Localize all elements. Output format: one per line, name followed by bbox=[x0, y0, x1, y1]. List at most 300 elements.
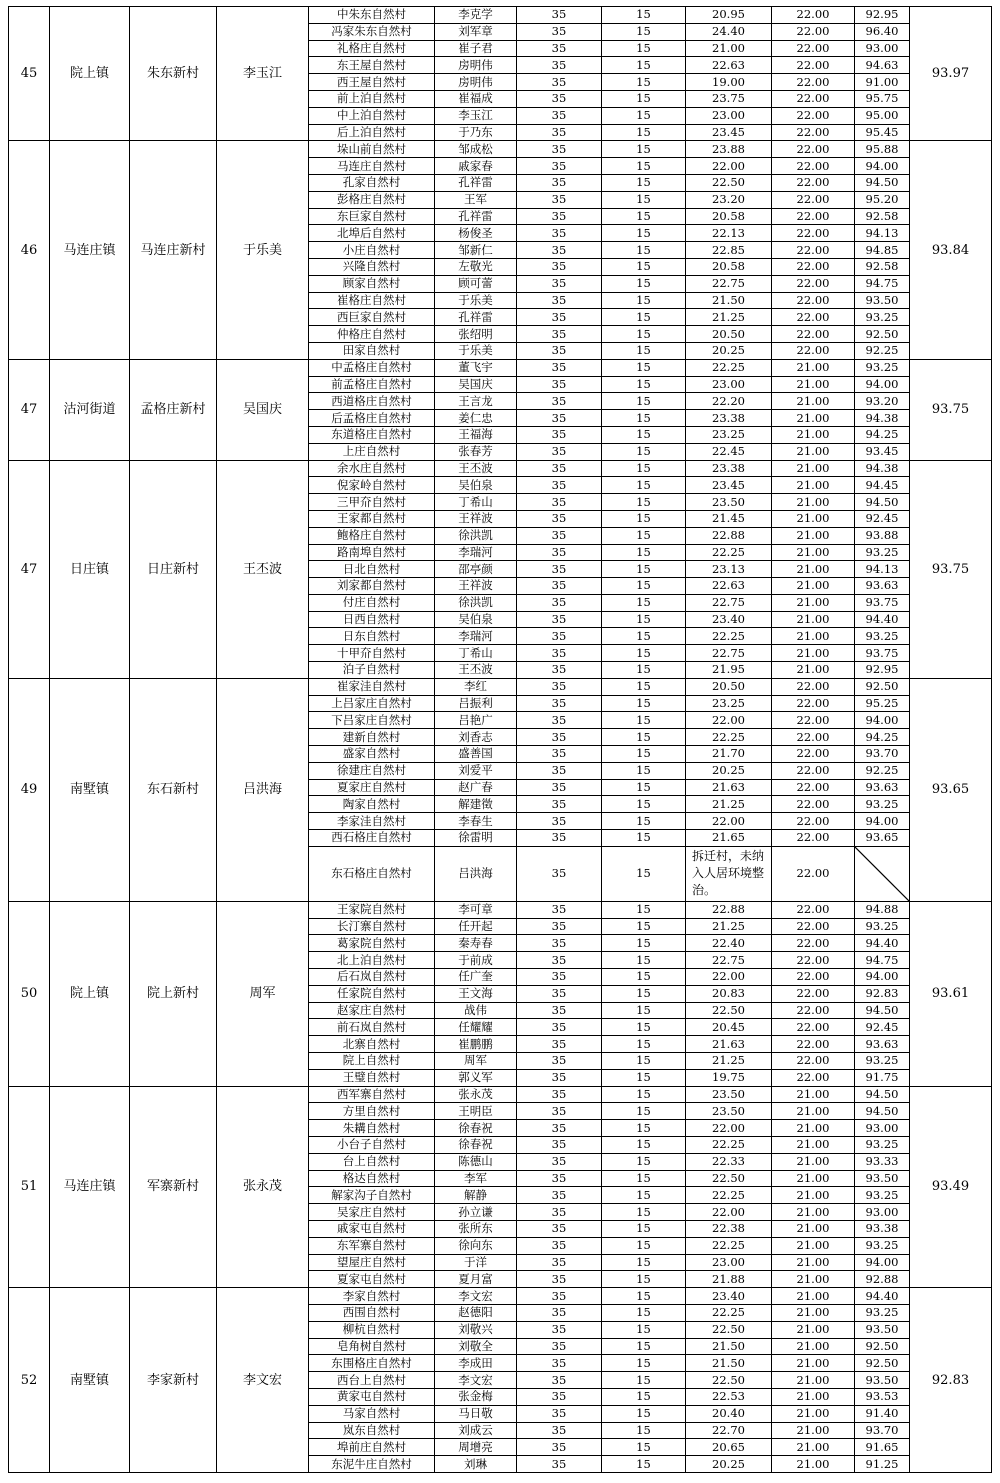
natural-village: 上庄自然村 bbox=[309, 443, 435, 460]
score-c: 22.75 bbox=[686, 594, 772, 611]
score-d: 21.00 bbox=[772, 376, 855, 393]
score-b: 15 bbox=[602, 1170, 686, 1187]
score-b: 15 bbox=[602, 1338, 686, 1355]
score-b: 15 bbox=[602, 494, 686, 511]
score-c: 23.00 bbox=[686, 1254, 772, 1271]
total-score: 93.25 bbox=[855, 1053, 910, 1070]
natural-village: 马家自然村 bbox=[309, 1405, 435, 1422]
natural-village: 埠前庄自然村 bbox=[309, 1439, 435, 1456]
natural-village: 王家都自然村 bbox=[309, 510, 435, 527]
total-score: 94.85 bbox=[855, 242, 910, 259]
natural-village: 兴隆自然村 bbox=[309, 258, 435, 275]
score-d: 22.00 bbox=[772, 1002, 855, 1019]
natural-village: 中上泊自然村 bbox=[309, 107, 435, 124]
total-score: 94.40 bbox=[855, 935, 910, 952]
score-a: 35 bbox=[517, 1456, 602, 1473]
average-score: 93.75 bbox=[910, 359, 992, 460]
score-a: 35 bbox=[517, 1439, 602, 1456]
total-score: 95.88 bbox=[855, 141, 910, 158]
total-score: 93.25 bbox=[855, 1137, 910, 1154]
contact-person: 刘敬全 bbox=[435, 1338, 517, 1355]
contact-person: 马日敬 bbox=[435, 1405, 517, 1422]
score-b: 15 bbox=[602, 1388, 686, 1405]
natural-village: 仲格庄自然村 bbox=[309, 326, 435, 343]
score-d: 22.00 bbox=[772, 1019, 855, 1036]
average-score: 93.75 bbox=[910, 460, 992, 678]
score-b: 15 bbox=[602, 208, 686, 225]
natural-village: 日东自然村 bbox=[309, 628, 435, 645]
score-b: 15 bbox=[602, 1069, 686, 1086]
score-c: 20.50 bbox=[686, 326, 772, 343]
group-number: 47 bbox=[9, 460, 50, 678]
score-b: 15 bbox=[602, 712, 686, 729]
score-a: 35 bbox=[517, 1002, 602, 1019]
score-d: 22.00 bbox=[772, 796, 855, 813]
score-d: 22.00 bbox=[772, 174, 855, 191]
contact-person: 丁希山 bbox=[435, 494, 517, 511]
score-a: 35 bbox=[517, 107, 602, 124]
contact-person: 徐向东 bbox=[435, 1237, 517, 1254]
score-d: 21.00 bbox=[772, 1237, 855, 1254]
score-b: 15 bbox=[602, 729, 686, 746]
contact-person: 李文宏 bbox=[435, 1288, 517, 1305]
score-d: 22.00 bbox=[772, 309, 855, 326]
score-c: 21.50 bbox=[686, 1338, 772, 1355]
score-a: 35 bbox=[517, 208, 602, 225]
score-c: 21.25 bbox=[686, 918, 772, 935]
score-a: 35 bbox=[517, 376, 602, 393]
contact-person: 陈德山 bbox=[435, 1153, 517, 1170]
town: 南墅镇 bbox=[50, 678, 130, 901]
contact-person: 孔祥雷 bbox=[435, 174, 517, 191]
score-c: 21.50 bbox=[686, 1355, 772, 1372]
natural-village: 朱耩自然村 bbox=[309, 1120, 435, 1137]
total-score: 93.33 bbox=[855, 1153, 910, 1170]
score-b: 15 bbox=[602, 830, 686, 847]
contact-person: 于洋 bbox=[435, 1254, 517, 1271]
score-d: 21.00 bbox=[772, 1422, 855, 1439]
score-d: 21.00 bbox=[772, 662, 855, 679]
score-d: 21.00 bbox=[772, 594, 855, 611]
score-c: 22.75 bbox=[686, 275, 772, 292]
natural-village: 长汀寨自然村 bbox=[309, 918, 435, 935]
score-a: 35 bbox=[517, 359, 602, 376]
score-a: 35 bbox=[517, 510, 602, 527]
new-village: 东石新村 bbox=[130, 678, 217, 901]
total-score: 93.70 bbox=[855, 746, 910, 763]
natural-village: 西道格庄自然村 bbox=[309, 393, 435, 410]
total-score: 93.63 bbox=[855, 578, 910, 595]
total-score: 92.95 bbox=[855, 7, 910, 24]
natural-village: 西石格庄自然村 bbox=[309, 830, 435, 847]
score-b: 15 bbox=[602, 107, 686, 124]
score-c: 22.00 bbox=[686, 1120, 772, 1137]
contact-person: 王祥波 bbox=[435, 578, 517, 595]
score-a: 35 bbox=[517, 1355, 602, 1372]
total-score: 94.40 bbox=[855, 1288, 910, 1305]
score-b: 15 bbox=[602, 7, 686, 24]
score-b: 15 bbox=[602, 1405, 686, 1422]
natural-village: 东巨家自然村 bbox=[309, 208, 435, 225]
total-score: 93.50 bbox=[855, 292, 910, 309]
contact-person: 王祥波 bbox=[435, 510, 517, 527]
total-score: 91.00 bbox=[855, 74, 910, 91]
contact-person: 刘香志 bbox=[435, 729, 517, 746]
natural-village: 望屋庄自然村 bbox=[309, 1254, 435, 1271]
contact-person: 李军 bbox=[435, 1170, 517, 1187]
natural-village: 戚家屯自然村 bbox=[309, 1220, 435, 1237]
score-a: 35 bbox=[517, 813, 602, 830]
score-c: 21.88 bbox=[686, 1271, 772, 1288]
score-c: 22.25 bbox=[686, 1187, 772, 1204]
score-c: 22.00 bbox=[686, 1204, 772, 1221]
score-b: 15 bbox=[602, 74, 686, 91]
score-c: 22.00 bbox=[686, 712, 772, 729]
score-b: 15 bbox=[602, 410, 686, 427]
score-b: 15 bbox=[602, 90, 686, 107]
contact-person: 孔祥雷 bbox=[435, 309, 517, 326]
contact-person: 于乐美 bbox=[435, 292, 517, 309]
contact-person: 张金梅 bbox=[435, 1388, 517, 1405]
score-c: 22.25 bbox=[686, 544, 772, 561]
score-a: 35 bbox=[517, 1220, 602, 1237]
contact-person: 吕振利 bbox=[435, 695, 517, 712]
contact-person: 任开起 bbox=[435, 918, 517, 935]
score-c: 22.40 bbox=[686, 935, 772, 952]
natural-village: 王璧自然村 bbox=[309, 1069, 435, 1086]
score-d: 22.00 bbox=[772, 90, 855, 107]
total-score: 92.50 bbox=[855, 1338, 910, 1355]
contact-person: 赵广春 bbox=[435, 779, 517, 796]
score-b: 15 bbox=[602, 1220, 686, 1237]
score-c: 23.88 bbox=[686, 141, 772, 158]
score-a: 35 bbox=[517, 1388, 602, 1405]
total-score: 94.50 bbox=[855, 1103, 910, 1120]
score-a: 35 bbox=[517, 1170, 602, 1187]
table-row bbox=[9, 7, 992, 24]
score-b: 15 bbox=[602, 779, 686, 796]
score-d: 22.00 bbox=[772, 107, 855, 124]
score-d: 21.00 bbox=[772, 460, 855, 477]
score-b: 15 bbox=[602, 1288, 686, 1305]
score-a: 35 bbox=[517, 7, 602, 24]
score-a: 35 bbox=[517, 292, 602, 309]
total-score: 94.50 bbox=[855, 494, 910, 511]
natural-village: 东泥牛庄自然村 bbox=[309, 1456, 435, 1473]
natural-village: 葛家院自然村 bbox=[309, 935, 435, 952]
score-d: 21.00 bbox=[772, 1456, 855, 1473]
score-d: 22.00 bbox=[772, 746, 855, 763]
score-b: 15 bbox=[602, 326, 686, 343]
village-leader: 于乐美 bbox=[217, 141, 309, 359]
score-b: 15 bbox=[602, 544, 686, 561]
contact-person: 李瑞河 bbox=[435, 628, 517, 645]
score-c: 22.25 bbox=[686, 1137, 772, 1154]
score-d: 21.00 bbox=[772, 1372, 855, 1389]
score-b: 15 bbox=[602, 57, 686, 74]
contact-person: 刘成云 bbox=[435, 1422, 517, 1439]
score-a: 35 bbox=[517, 1120, 602, 1137]
score-c: 23.25 bbox=[686, 695, 772, 712]
contact-person: 王明臣 bbox=[435, 1103, 517, 1120]
score-d: 22.00 bbox=[772, 292, 855, 309]
score-a: 35 bbox=[517, 1254, 602, 1271]
table-row bbox=[9, 678, 992, 695]
score-b: 15 bbox=[602, 1456, 686, 1473]
contact-person: 于前成 bbox=[435, 952, 517, 969]
village-leader: 李文宏 bbox=[217, 1288, 309, 1473]
score-c: 22.63 bbox=[686, 57, 772, 74]
contact-person: 杨俊圣 bbox=[435, 225, 517, 242]
score-d: 21.00 bbox=[772, 611, 855, 628]
contact-person: 房明伟 bbox=[435, 74, 517, 91]
total-score: 93.63 bbox=[855, 1036, 910, 1053]
score-a: 35 bbox=[517, 191, 602, 208]
score-a: 35 bbox=[517, 426, 602, 443]
score-c: 22.50 bbox=[686, 1372, 772, 1389]
score-b: 15 bbox=[602, 935, 686, 952]
score-b: 15 bbox=[602, 762, 686, 779]
score-a: 35 bbox=[517, 1153, 602, 1170]
contact-person: 李成田 bbox=[435, 1355, 517, 1372]
natural-village: 路南埠自然村 bbox=[309, 544, 435, 561]
total-score: 93.25 bbox=[855, 796, 910, 813]
score-c: 22.33 bbox=[686, 1153, 772, 1170]
natural-village: 陶家自然村 bbox=[309, 796, 435, 813]
natural-village: 夏家庄自然村 bbox=[309, 779, 435, 796]
score-a: 35 bbox=[517, 746, 602, 763]
total-score: 94.00 bbox=[855, 1254, 910, 1271]
total-score: 94.38 bbox=[855, 460, 910, 477]
natural-village: 柳杭自然村 bbox=[309, 1321, 435, 1338]
score-d: 21.00 bbox=[772, 426, 855, 443]
natural-village: 崔格庄自然村 bbox=[309, 292, 435, 309]
score-a: 35 bbox=[517, 1036, 602, 1053]
score-a: 35 bbox=[517, 342, 602, 359]
score-c: 20.58 bbox=[686, 258, 772, 275]
natural-village: 下吕家庄自然村 bbox=[309, 712, 435, 729]
contact-person: 徐洪凯 bbox=[435, 594, 517, 611]
score-c: 21.65 bbox=[686, 830, 772, 847]
score-b: 15 bbox=[602, 1053, 686, 1070]
natural-village: 前孟格庄自然村 bbox=[309, 376, 435, 393]
score-c: 22.75 bbox=[686, 645, 772, 662]
score-a: 35 bbox=[517, 90, 602, 107]
total-score: 94.50 bbox=[855, 1086, 910, 1103]
contact-person: 张永茂 bbox=[435, 1086, 517, 1103]
natural-village: 东军寨自然村 bbox=[309, 1237, 435, 1254]
score-d: 21.00 bbox=[772, 1271, 855, 1288]
score-d: 22.00 bbox=[772, 695, 855, 712]
score-b: 15 bbox=[602, 578, 686, 595]
score-b: 15 bbox=[602, 1019, 686, 1036]
group-number: 51 bbox=[9, 1086, 50, 1288]
score-c: 22.25 bbox=[686, 1304, 772, 1321]
table-row bbox=[9, 460, 992, 477]
contact-person: 任耀耀 bbox=[435, 1019, 517, 1036]
score-b: 15 bbox=[602, 1271, 686, 1288]
score-c: 23.40 bbox=[686, 1288, 772, 1305]
contact-person: 董飞宇 bbox=[435, 359, 517, 376]
score-a: 35 bbox=[517, 985, 602, 1002]
score-b: 15 bbox=[602, 124, 686, 141]
total-score: 94.13 bbox=[855, 561, 910, 578]
new-village: 朱东新村 bbox=[130, 7, 217, 141]
score-c: 22.20 bbox=[686, 393, 772, 410]
town: 院上镇 bbox=[50, 901, 130, 1086]
score-d: 21.00 bbox=[772, 1355, 855, 1372]
score-c: 20.58 bbox=[686, 208, 772, 225]
contact-person: 秦寿春 bbox=[435, 935, 517, 952]
score-b: 15 bbox=[602, 393, 686, 410]
score-a: 35 bbox=[517, 158, 602, 175]
score-b: 15 bbox=[602, 359, 686, 376]
score-d: 21.00 bbox=[772, 1254, 855, 1271]
score-a: 35 bbox=[517, 611, 602, 628]
score-c: 23.50 bbox=[686, 1086, 772, 1103]
total-score: 94.50 bbox=[855, 174, 910, 191]
score-c: 20.25 bbox=[686, 1456, 772, 1473]
natural-village: 方里自然村 bbox=[309, 1103, 435, 1120]
contact-person: 张绍明 bbox=[435, 326, 517, 343]
new-village: 军寨新村 bbox=[130, 1086, 217, 1288]
natural-village: 日北自然村 bbox=[309, 561, 435, 578]
score-d: 22.00 bbox=[772, 935, 855, 952]
total-score: 92.45 bbox=[855, 510, 910, 527]
village-leader: 王丕波 bbox=[217, 460, 309, 678]
natural-village: 余水庄自然村 bbox=[309, 460, 435, 477]
contact-person: 李红 bbox=[435, 678, 517, 695]
score-c: 21.45 bbox=[686, 510, 772, 527]
total-score: 94.50 bbox=[855, 1002, 910, 1019]
score-a: 35 bbox=[517, 141, 602, 158]
total-score: 93.25 bbox=[855, 544, 910, 561]
natural-village: 鲍格庄自然村 bbox=[309, 527, 435, 544]
score-b: 15 bbox=[602, 191, 686, 208]
natural-village: 北上泊自然村 bbox=[309, 952, 435, 969]
score-a: 35 bbox=[517, 460, 602, 477]
natural-village: 李家自然村 bbox=[309, 1288, 435, 1305]
contact-person: 王丕波 bbox=[435, 662, 517, 679]
score-d: 22.00 bbox=[772, 762, 855, 779]
average-score: 93.65 bbox=[910, 678, 992, 901]
average-score: 93.61 bbox=[910, 901, 992, 1086]
score-c: 23.40 bbox=[686, 611, 772, 628]
score-c: 22.25 bbox=[686, 1237, 772, 1254]
contact-person: 丁希山 bbox=[435, 645, 517, 662]
score-c: 23.50 bbox=[686, 1103, 772, 1120]
score-note: 拆迁村，未纳入人居环境整治。 bbox=[686, 846, 772, 901]
contact-person: 徐洪凯 bbox=[435, 527, 517, 544]
contact-person: 戚家春 bbox=[435, 158, 517, 175]
total-score: 94.00 bbox=[855, 712, 910, 729]
score-c: 21.25 bbox=[686, 1053, 772, 1070]
new-village: 孟格庄新村 bbox=[130, 359, 217, 460]
score-a: 35 bbox=[517, 1304, 602, 1321]
total-score: 93.00 bbox=[855, 1120, 910, 1137]
score-c: 20.50 bbox=[686, 678, 772, 695]
score-a: 35 bbox=[517, 242, 602, 259]
score-c: 21.63 bbox=[686, 779, 772, 796]
score-b: 15 bbox=[602, 1422, 686, 1439]
total-score: 91.40 bbox=[855, 1405, 910, 1422]
score-c: 22.70 bbox=[686, 1422, 772, 1439]
contact-person: 盛善国 bbox=[435, 746, 517, 763]
total-score: 93.63 bbox=[855, 779, 910, 796]
score-c: 23.00 bbox=[686, 107, 772, 124]
contact-person: 于乐美 bbox=[435, 342, 517, 359]
total-score: 93.00 bbox=[855, 40, 910, 57]
natural-village: 上吕家庄自然村 bbox=[309, 695, 435, 712]
score-a: 35 bbox=[517, 1237, 602, 1254]
score-c: 21.95 bbox=[686, 662, 772, 679]
average-score: 93.49 bbox=[910, 1086, 992, 1288]
contact-person: 李文宏 bbox=[435, 1372, 517, 1389]
total-score: 92.58 bbox=[855, 258, 910, 275]
total-score: 92.88 bbox=[855, 1271, 910, 1288]
score-c: 22.85 bbox=[686, 242, 772, 259]
contact-person: 崔鹏鹏 bbox=[435, 1036, 517, 1053]
contact-person: 周增亮 bbox=[435, 1439, 517, 1456]
total-score: 91.75 bbox=[855, 1069, 910, 1086]
score-b: 15 bbox=[602, 985, 686, 1002]
score-d: 21.00 bbox=[772, 1086, 855, 1103]
total-score: 94.00 bbox=[855, 376, 910, 393]
contact-person: 徐雷明 bbox=[435, 830, 517, 847]
group-number: 52 bbox=[9, 1288, 50, 1473]
town: 日庄镇 bbox=[50, 460, 130, 678]
contact-person: 邹新仁 bbox=[435, 242, 517, 259]
natural-village: 付庄自然村 bbox=[309, 594, 435, 611]
score-a: 35 bbox=[517, 494, 602, 511]
score-b: 15 bbox=[602, 174, 686, 191]
score-c: 20.45 bbox=[686, 1019, 772, 1036]
natural-village: 黄家屯自然村 bbox=[309, 1388, 435, 1405]
natural-village: 小庄自然村 bbox=[309, 242, 435, 259]
score-a: 35 bbox=[517, 935, 602, 952]
score-d: 21.00 bbox=[772, 628, 855, 645]
score-a: 35 bbox=[517, 258, 602, 275]
natural-village: 盛家自然村 bbox=[309, 746, 435, 763]
score-d: 21.00 bbox=[772, 544, 855, 561]
score-a: 35 bbox=[517, 628, 602, 645]
score-b: 15 bbox=[602, 952, 686, 969]
score-b: 15 bbox=[602, 901, 686, 918]
score-a: 35 bbox=[517, 712, 602, 729]
total-score: 95.75 bbox=[855, 90, 910, 107]
contact-person: 吕艳广 bbox=[435, 712, 517, 729]
score-b: 15 bbox=[602, 918, 686, 935]
score-b: 15 bbox=[602, 376, 686, 393]
score-a: 35 bbox=[517, 1069, 602, 1086]
score-a: 35 bbox=[517, 1103, 602, 1120]
score-c: 19.75 bbox=[686, 1069, 772, 1086]
contact-person: 崔子君 bbox=[435, 40, 517, 57]
score-d: 22.00 bbox=[772, 7, 855, 24]
contact-person: 邵亭颜 bbox=[435, 561, 517, 578]
score-b: 15 bbox=[602, 1372, 686, 1389]
contact-person: 赵德阳 bbox=[435, 1304, 517, 1321]
natural-village: 三甲夼自然村 bbox=[309, 494, 435, 511]
score-d: 22.00 bbox=[772, 729, 855, 746]
natural-village: 格达自然村 bbox=[309, 1170, 435, 1187]
score-c: 24.40 bbox=[686, 23, 772, 40]
score-d: 22.00 bbox=[772, 208, 855, 225]
group-number: 50 bbox=[9, 901, 50, 1086]
score-d: 22.00 bbox=[772, 952, 855, 969]
score-d: 22.00 bbox=[772, 258, 855, 275]
score-b: 15 bbox=[602, 1237, 686, 1254]
